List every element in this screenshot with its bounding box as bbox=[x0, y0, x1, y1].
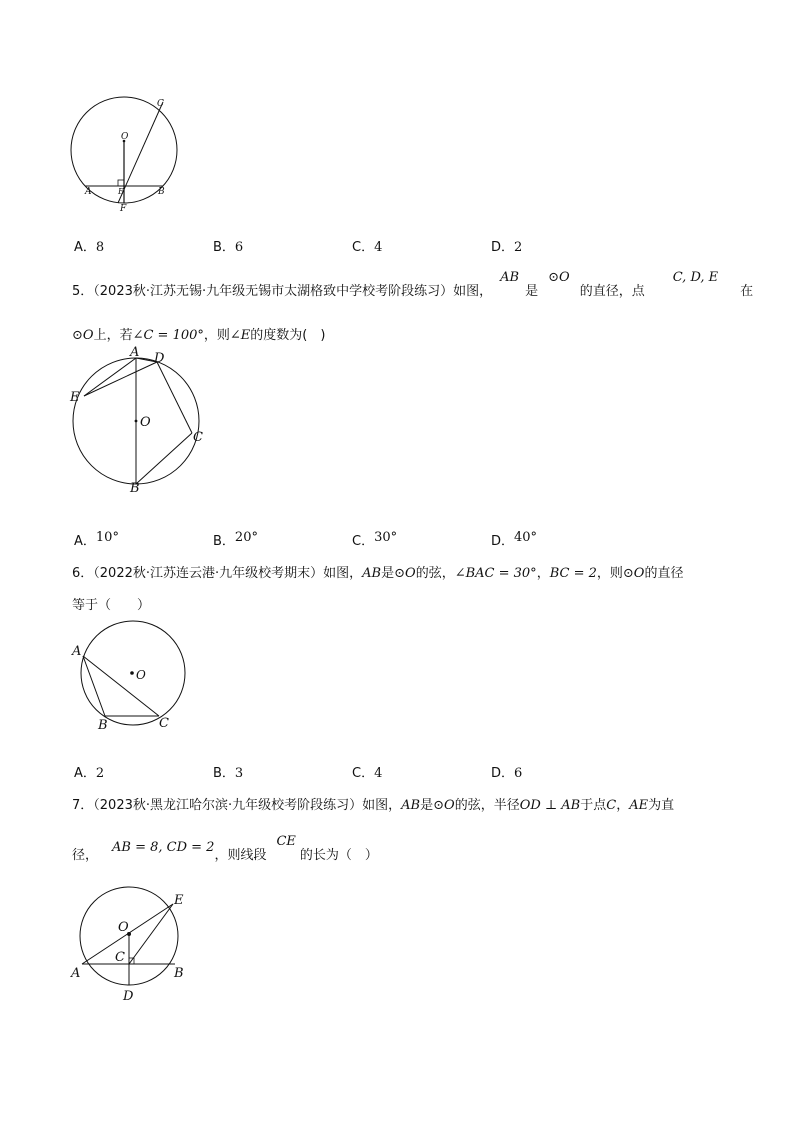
q7-source: （2023秋·黑龙江哈尔滨·九年级校考阶段练习） bbox=[93, 798, 363, 813]
q6-label-b: B bbox=[98, 718, 108, 733]
q4-figure bbox=[66, 94, 186, 214]
q7-figure bbox=[68, 884, 198, 1004]
q5-source: （2023秋·江苏无锡·九年级无锡市太湖格致中学校考阶段练习） bbox=[93, 284, 454, 299]
q7-label-d: D bbox=[123, 989, 134, 1004]
q7-label-a: A bbox=[71, 966, 81, 981]
q4-option-c[interactable]: C．4 bbox=[352, 240, 383, 255]
q4-label-e: E bbox=[118, 187, 124, 196]
q5-option-a[interactable]: A．10° bbox=[74, 530, 119, 549]
q5-option-d[interactable]: D．40° bbox=[491, 530, 538, 549]
q7-stem-line2: 径，AB = 8, CD = 2，则线段CE的长为（ ） bbox=[72, 834, 378, 863]
q7-stem-line1: 7．（2023秋·黑龙江哈尔滨·九年级校考阶段练习）如图，AB是⊙O的弦，半径OD ⊥ AB于点C，AE为直 bbox=[72, 798, 675, 813]
q5-stem-line1: 5．（2023秋·江苏无锡·九年级无锡市太湖格致中学校考阶段练习）如图，AB是⊙O的直径，点C, D, E在 bbox=[72, 270, 754, 299]
q5-label-b: B bbox=[130, 481, 140, 494]
q6-option-a[interactable]: A．2 bbox=[74, 766, 105, 781]
q7-label-o: O bbox=[118, 920, 129, 935]
q7-label-c: C bbox=[115, 950, 125, 965]
q6-source: （2022秋·江苏连云港·九年级校考期末） bbox=[93, 566, 324, 581]
q5-figure bbox=[68, 344, 218, 494]
q4-option-b[interactable]: B．6 bbox=[213, 240, 244, 255]
q4-label-c: C bbox=[157, 99, 164, 109]
q4-label-f: F bbox=[120, 204, 127, 214]
q5-label-o: O bbox=[140, 415, 151, 430]
q4-label-b: B bbox=[158, 187, 165, 197]
q5-label-a: A bbox=[130, 345, 140, 360]
q5-option-c[interactable]: C．30° bbox=[352, 530, 398, 549]
q6-option-b[interactable]: B．3 bbox=[213, 766, 244, 781]
q6-option-c[interactable]: C．4 bbox=[352, 766, 383, 781]
q6-stem-line2: 等于（ ） bbox=[72, 598, 151, 613]
q5-label-d: D bbox=[154, 351, 165, 366]
q4-option-d[interactable]: D．2 bbox=[491, 240, 523, 255]
q6-label-c: C bbox=[159, 716, 169, 731]
q4-option-a[interactable]: A．8 bbox=[74, 240, 105, 255]
q6-number: 6． bbox=[72, 566, 94, 581]
q7-label-b: B bbox=[174, 966, 184, 981]
q5-label-e: E bbox=[70, 390, 80, 405]
q5-label-c: C bbox=[193, 430, 203, 445]
q7-label-e: E bbox=[174, 893, 184, 908]
q6-figure bbox=[70, 618, 200, 736]
q5-option-b[interactable]: B．20° bbox=[213, 530, 258, 549]
q7-number: 7． bbox=[72, 798, 94, 813]
q6-label-a: A bbox=[72, 644, 82, 659]
q4-label-a: A bbox=[85, 187, 92, 197]
q6-option-d[interactable]: D．6 bbox=[491, 766, 523, 781]
q5-number: 5． bbox=[72, 284, 94, 299]
q4-label-o: O bbox=[121, 132, 129, 142]
q5-stem-line2: ⊙O上，若∠C = 100°，则∠E的度数为( ) bbox=[72, 328, 326, 343]
q6-label-o: O bbox=[136, 668, 146, 682]
q6-stem-line1: 6．（2022秋·江苏连云港·九年级校考期末）如图，AB是⊙O的弦，∠BAC = 30°，BC = 2，则⊙O的直径 bbox=[72, 566, 684, 581]
